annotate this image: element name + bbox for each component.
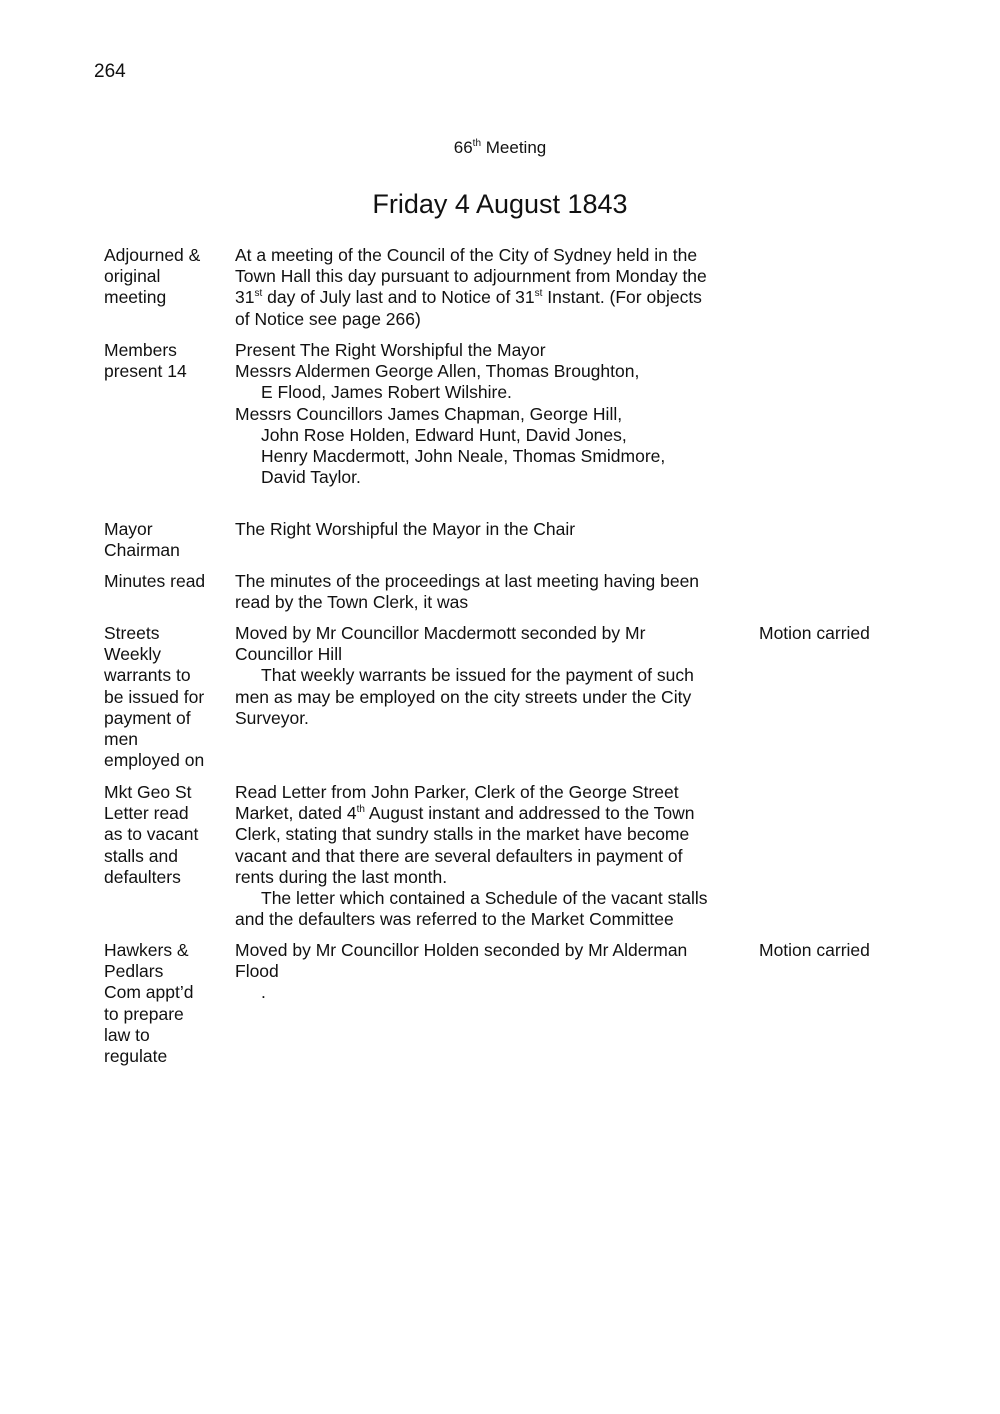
margin-line: law to xyxy=(104,1024,150,1045)
meeting-number-suffix: th xyxy=(472,138,482,149)
body-line: Councillor Hill xyxy=(235,644,342,665)
motion-result: Motion carried xyxy=(759,940,870,960)
margin-line: Hawkers & xyxy=(104,940,189,960)
body-line: John Rose Holden, Edward Hunt, David Jones, xyxy=(261,424,627,445)
margin-line: Adjourned & xyxy=(104,245,201,265)
body-line: E Flood, James Robert Wilshire. xyxy=(261,382,512,403)
page-number: 264 xyxy=(94,61,126,82)
margin-line: Chairman xyxy=(104,540,180,561)
margin-note xyxy=(104,623,228,771)
body-line: David Taylor. xyxy=(261,467,361,488)
margin-line: men xyxy=(104,729,139,750)
margin-line: as to vacant xyxy=(104,824,199,845)
body-line: Moved by Mr Councillor Macdermott seconded by Mr xyxy=(235,623,646,643)
margin-note xyxy=(104,940,228,1067)
meeting-number xyxy=(0,137,1000,158)
margin-line: warrants to xyxy=(104,665,191,686)
margin-note xyxy=(104,519,228,561)
body-line: 31st day of July last and to Notice of 31st Instant. (For objects xyxy=(235,287,702,308)
margin-line: regulate xyxy=(104,1046,168,1067)
body-line: rents during the last month. xyxy=(235,866,448,887)
body-line: Present The Right Worshipful the Mayor xyxy=(235,340,546,360)
margin-line: defaulters xyxy=(104,866,181,887)
margin-line: employed on xyxy=(104,750,205,771)
margin-note xyxy=(104,782,228,888)
body-line: Flood xyxy=(235,961,279,982)
margin-note xyxy=(104,340,228,382)
body-line: vacant and that there are several defaulters in payment of xyxy=(235,845,683,866)
margin-line: Mkt Geo St xyxy=(104,782,192,802)
body-line: That weekly warrants be issued for the payment of such xyxy=(261,665,694,686)
body-line: and the defaulters was referred to the Market Committee xyxy=(235,909,674,930)
body-line: The minutes of the proceedings at last meeting having been xyxy=(235,571,700,591)
meeting-date: Friday 4 August 1843 xyxy=(372,189,628,219)
body-line: Moved by Mr Councillor Holden seconded by Mr Alderman xyxy=(235,940,688,960)
body-line: Messrs Councillors James Chapman, George Hill, xyxy=(235,403,623,424)
body-line: Town Hall this day pursuant to adjournment from Monday the xyxy=(235,266,707,287)
body-line: The Right Worshipful the Mayor in the Chair xyxy=(235,519,576,539)
body-line: read by the Town Clerk, it was xyxy=(235,592,469,613)
margin-line: Pedlars xyxy=(104,961,164,982)
entry-body xyxy=(235,340,745,488)
margin-line: present 14 xyxy=(104,361,187,382)
body-line: Messrs Aldermen George Allen, Thomas Broughton, xyxy=(235,361,640,382)
body-line: Surveyor. xyxy=(235,707,309,728)
entry-body xyxy=(235,245,745,330)
margin-line: original xyxy=(104,266,161,287)
entry-body xyxy=(235,940,745,1004)
margin-line: Minutes read xyxy=(104,571,206,591)
motion-result: Motion carried xyxy=(759,623,870,643)
meeting-number-value: 66 xyxy=(453,138,473,157)
body-line: of Notice see page 266) xyxy=(235,308,421,329)
body-line: Read Letter from John Parker, Clerk of the George Street xyxy=(235,782,679,802)
entry-body xyxy=(235,623,745,729)
margin-line: stalls and xyxy=(104,845,178,866)
margin-note xyxy=(104,571,228,592)
margin-line: Letter read xyxy=(104,803,189,824)
entry-body xyxy=(235,782,745,930)
margin-line: Weekly xyxy=(104,644,162,665)
body-line: . xyxy=(261,982,266,1003)
margin-line: Streets xyxy=(104,623,160,643)
meeting-label: Meeting xyxy=(485,138,547,157)
entry-body xyxy=(235,519,745,540)
margin-line: payment of xyxy=(104,707,191,728)
margin-line: Com appt’d xyxy=(104,982,194,1003)
margin-line: Mayor xyxy=(104,519,153,539)
margin-line: meeting xyxy=(104,287,167,308)
margin-note xyxy=(104,245,228,309)
margin-line: Members xyxy=(104,340,177,360)
margin-line: to prepare xyxy=(104,1003,184,1024)
body-line: men as may be employed on the city streets under the City xyxy=(235,686,692,707)
body-line: Market, dated 4th August instant and addressed to the Town xyxy=(235,803,695,824)
body-line: At a meeting of the Council of the City of Sydney held in the xyxy=(235,245,698,265)
body-line: Clerk, stating that sundry stalls in the market have become xyxy=(235,824,690,845)
body-line: The letter which contained a Schedule of the vacant stalls xyxy=(261,888,708,909)
entry-body xyxy=(235,571,745,613)
body-line: Henry Macdermott, John Neale, Thomas Smidmore, xyxy=(261,446,666,467)
margin-line: be issued for xyxy=(104,686,205,707)
